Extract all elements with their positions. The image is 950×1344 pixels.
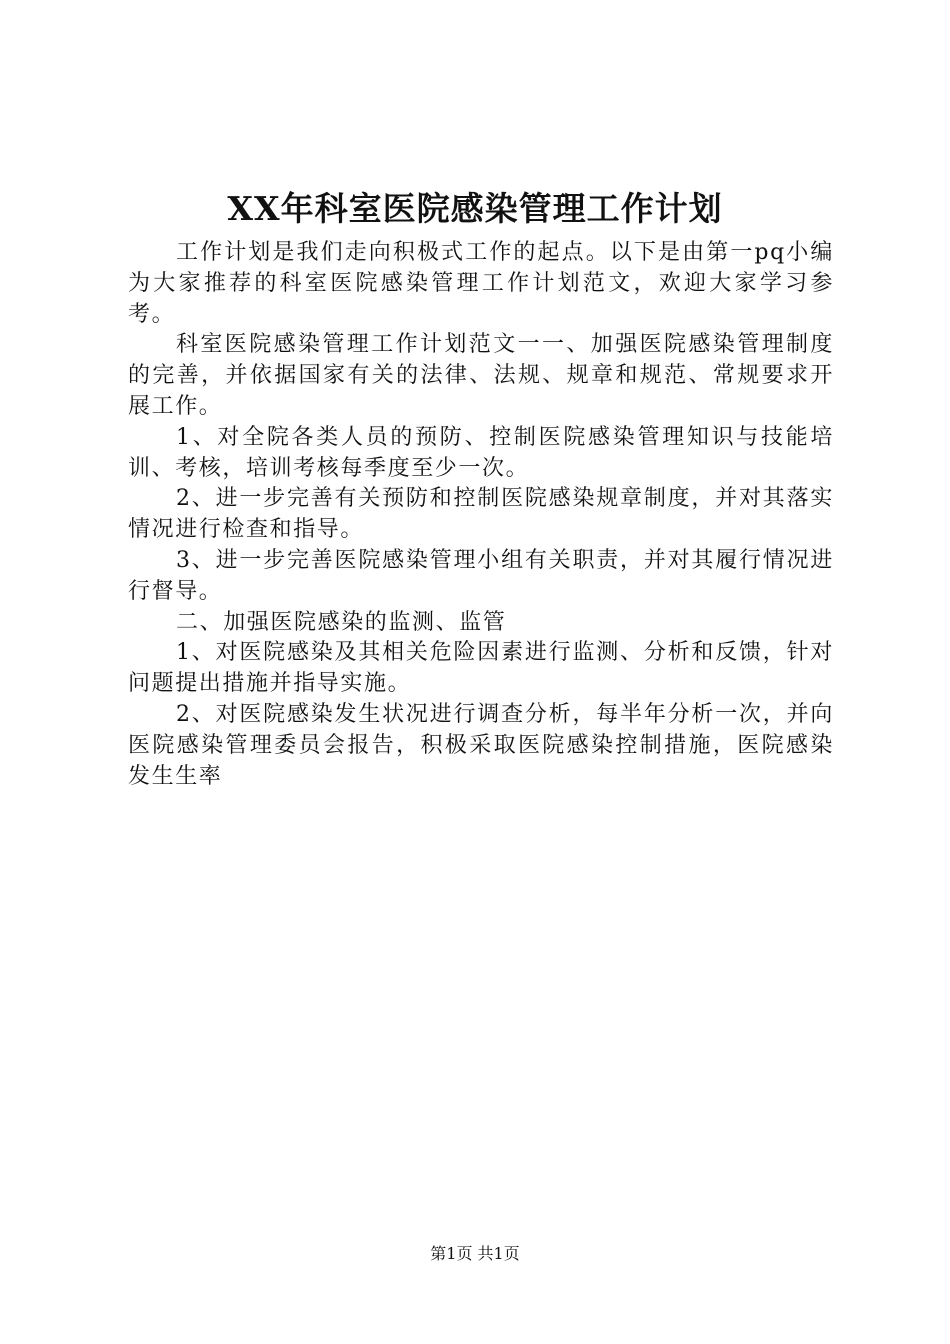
paragraph-item-2-1: 1、对医院感染及其相关危险因素进行监测、分析和反馈，针对问题提出措施并指导实施。 bbox=[128, 640, 834, 697]
document-title: XX年科室医院感染管理工作计划 bbox=[227, 189, 723, 228]
paragraph-section-one: 科室医院感染管理工作计划范文一一、加强医院感染管理制度的完善，并依据国家有关的法律、法规、规章和规范、常规要求开展工作。 bbox=[128, 332, 834, 419]
paragraph-section-two: 二、加强医院感染的监测、监管 bbox=[176, 609, 507, 635]
paragraph-intro: 工作计划是我们走向积极式工作的起点。以下是由第一pq小编为大家推荐的科室医院感染管理工作计划范文，欢迎大家学习参考。 bbox=[128, 240, 834, 327]
paragraph-item-3: 3、进一步完善医院感染管理小组有关职责，并对其履行情况进行督导。 bbox=[128, 547, 834, 604]
paragraph-item-1: 1、对全院各类人员的预防、控制医院感染管理知识与技能培训、考核，培训考核每季度至少一次。 bbox=[128, 424, 834, 481]
paragraph-item-2: 2、进一步完善有关预防和控制医院感染规章制度，并对其落实情况进行检查和指导。 bbox=[128, 486, 834, 543]
paragraph-item-2-2: 2、对医院感染发生状况进行调查分析，每半年分析一次，并向医院感染管理委员会报告，积极采取医院感染控制措施，医院感染发生生率 bbox=[128, 701, 834, 789]
page-footer: 第1页 共1页 bbox=[430, 1244, 520, 1263]
document-body bbox=[128, 238, 834, 792]
